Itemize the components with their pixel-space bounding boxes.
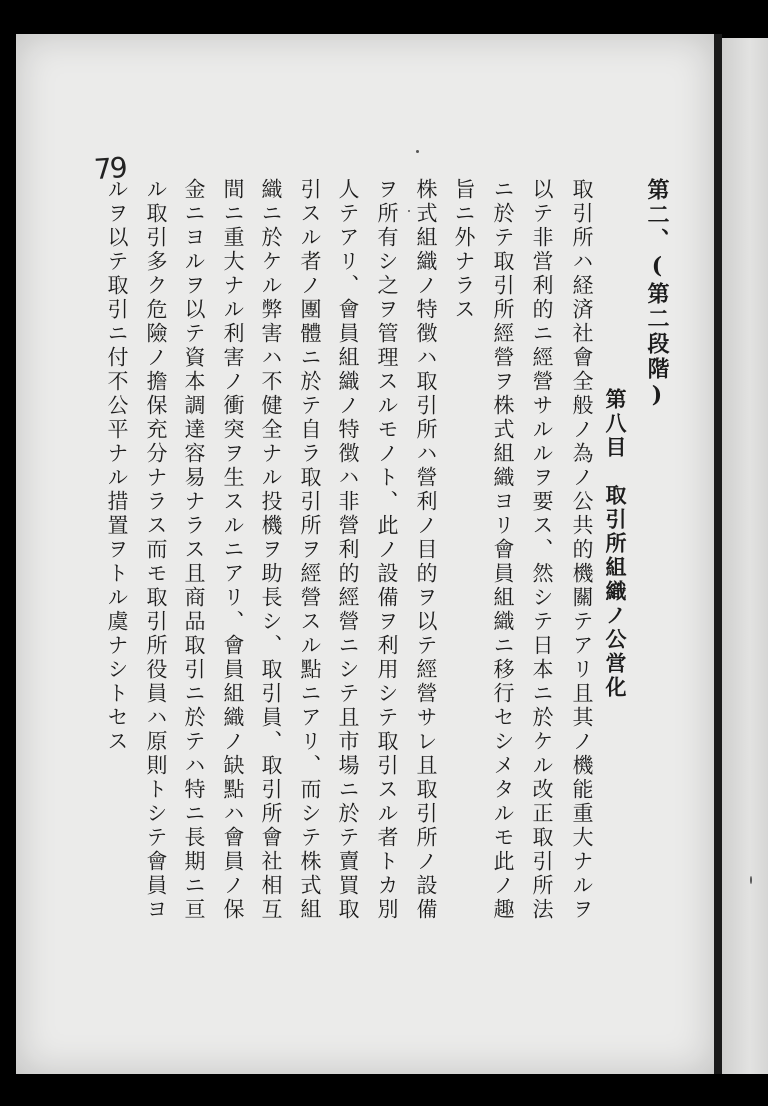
- text-column: 以テ非営利的ニ經營サルルヲ要ス、然シテ日本ニ於ケル改正取引所法: [530, 178, 554, 922]
- text-column: 間ニ重大ナル利害ノ衝突ヲ生スルニアリ、會員組織ノ缺點ハ會員ノ保: [221, 178, 245, 922]
- page-number: 79: [92, 150, 127, 187]
- text-column: 引スル者ノ團體ニ於テ自ラ取引所ヲ經營スル點ニアリ、而シテ株式組: [298, 178, 322, 922]
- text-column: 株式組織ノ特徴ハ取引所ハ營利ノ目的ヲ以テ經營サレ且取引所ノ設備: [414, 178, 438, 922]
- paper-speck: [416, 150, 419, 153]
- paper-speck: [408, 210, 410, 212]
- text-column: ル取引多ク危險ノ擔保充分ナラス而モ取引所役員ハ原則トシテ會員ヨ: [144, 178, 168, 922]
- text-column: ニ於テ取引所經營ヲ株式組織ヨリ會員組織ニ移行セシメタルモ此ノ趣: [491, 178, 515, 922]
- section-subheading: 第八目 取引所組織ノ公営化: [603, 388, 628, 700]
- text-column: 人テアリ、會員組織ノ特徴ハ非營利的經營ニシテ且市場ニ於テ賣買取: [336, 178, 360, 922]
- facing-page-edge: [722, 38, 768, 1074]
- paper-speck: [750, 876, 752, 884]
- text-column: ルヲ以テ取引ニ付不公平ナル措置ヲトル虞ナシトセス: [105, 178, 129, 754]
- text-column: 旨ニ外ナラス: [452, 178, 476, 322]
- text-column: 取引所ハ経済社會全般ノ為ノ公共的機關テアリ且其ノ機能重大ナルヲ: [570, 178, 594, 922]
- page-gutter: [714, 34, 722, 1074]
- text-column: 織ニ於ケル弊害ハ不健全ナル投機ヲ助長シ、取引員、取引所會社相互: [259, 178, 283, 922]
- section-heading: 第二、(第二段階): [644, 178, 670, 411]
- text-column: ヲ所有シ之ヲ管理スルモノト、此ノ設備ヲ利用シテ取引スル者トカ別: [375, 178, 399, 922]
- text-column: 金ニヨルヲ以テ資本調達容易ナラス且商品取引ニ於テハ特ニ長期ニ亘: [182, 178, 206, 922]
